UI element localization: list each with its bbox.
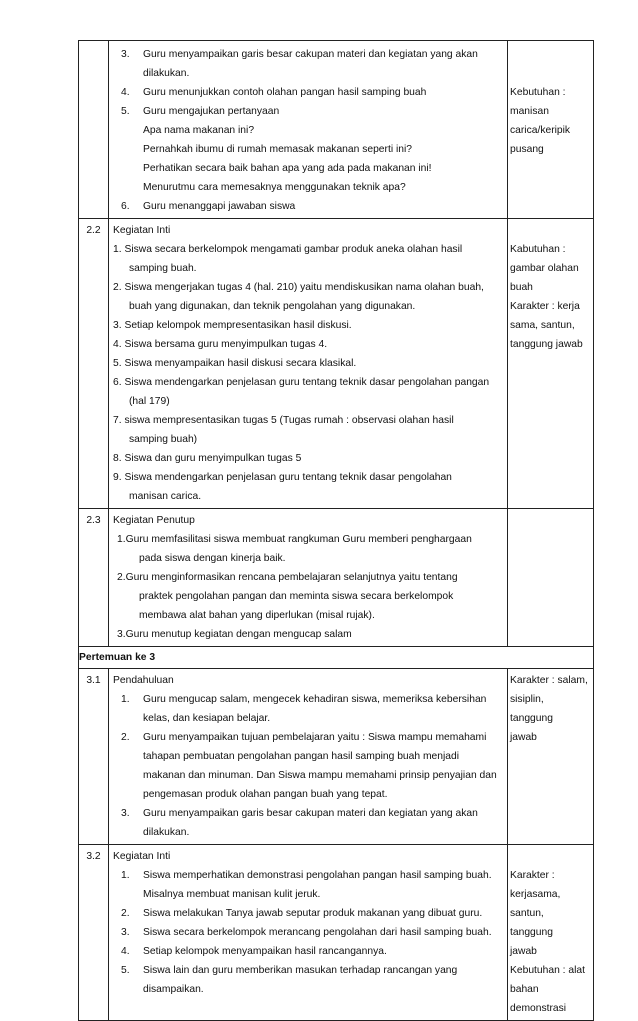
list-line: 9. Siswa mendengarkan penjelasan guru tentang teknik dasar pengolahan (113, 472, 452, 483)
item-number (121, 885, 143, 904)
table-row (79, 509, 594, 647)
item-text: Apa nama makanan ini? (143, 125, 255, 136)
list-item (113, 709, 503, 728)
list-item (113, 866, 503, 885)
section-title: Kegiatan Penutup (113, 515, 195, 526)
list-line: 7. siswa mempresentasikan tugas 5 (Tugas rumah : observasi olahan hasil (113, 415, 454, 426)
list-item (113, 178, 503, 197)
note-line (510, 64, 589, 83)
section-number: 2.3 (79, 509, 109, 647)
section-title: Kegiatan Inti (113, 851, 171, 862)
list-item (113, 159, 503, 178)
item-text: Siswa lain dan guru memberikan masukan terhadap rancangan yang (143, 965, 458, 976)
item-text: Siswa secara berkelompok merancang pengolahan dari hasil samping buah. (143, 927, 492, 938)
list-line: praktek pengolahan pangan dan meminta siswa secara berkelompok (139, 591, 454, 602)
item-text: Guru mengajukan pertanyaan (143, 106, 280, 117)
list-line: samping buah. (129, 263, 197, 274)
note-line: Karakter : kerja (510, 301, 580, 312)
notes-cell (508, 669, 594, 845)
list-item (113, 823, 503, 842)
list-item (113, 64, 503, 83)
item-text: Menurutmu cara memesaknya menggunakan teknik apa? (143, 182, 406, 193)
item-number (121, 785, 143, 804)
list-item (113, 961, 503, 980)
list-item (113, 121, 503, 140)
note-line: buah (510, 282, 533, 293)
note-line: manisan (510, 106, 549, 117)
list-item (113, 83, 503, 102)
note-line: tanggung jawab (510, 339, 583, 350)
note-line (510, 45, 589, 64)
item-number: 3. (121, 927, 130, 938)
item-number (121, 709, 143, 728)
item-number: 2. (121, 908, 130, 919)
note-line: santun, tanggung (510, 908, 553, 938)
table-row (79, 647, 594, 669)
list-line: 1.Guru memfasilitasi siswa membuat rangkuman Guru memberi penghargaan (117, 534, 472, 545)
list-item (113, 197, 503, 216)
item-text: Misalnya membuat manisan kulit jeruk. (143, 889, 321, 900)
list-line: membawa alat bahan yang diperlukan (misal rujak). (139, 610, 375, 621)
activity-list (113, 530, 503, 644)
list-line: (hal 179) (129, 396, 170, 407)
item-text: Guru menunjukkan contoh olahan pangan hasil samping buah (143, 87, 427, 98)
note-line: kerjasama, (510, 889, 561, 900)
item-number (121, 159, 143, 178)
item-number: 3. (121, 49, 130, 60)
item-number: 2. (121, 732, 130, 743)
note-line: Karakter : salam, (510, 675, 588, 686)
list-line: 3.Guru menutup kegiatan dengan mengucap salam (117, 629, 352, 640)
list-line: 1. Siswa secara berkelompok mengamati gambar produk aneka olahan hasil (113, 244, 463, 255)
list-line: 2. Siswa mengerjakan tugas 4 (hal. 210) yaitu mendiskusikan nama olahan buah, (113, 282, 484, 293)
item-number: 5. (121, 106, 130, 117)
item-number (121, 980, 143, 999)
list-line: 8. Siswa dan guru menyimpulkan tugas 5 (113, 453, 302, 464)
table-row (79, 41, 594, 219)
note-line: jawab (510, 946, 537, 957)
notes-cell (508, 41, 594, 219)
item-text: Pernahkah ibumu di rumah memasak makanan seperti ini? (143, 144, 413, 155)
item-text: kelas, dan kesiapan belajar. (143, 713, 271, 724)
table-row (79, 845, 594, 1021)
item-text: Guru menyampaikan garis besar cakupan materi dan kegiatan yang akan (143, 49, 478, 60)
note-line: Karakter : (510, 870, 555, 881)
note-line: bahan (510, 984, 539, 995)
item-number (121, 823, 143, 842)
table-row (79, 669, 594, 845)
item-number (121, 64, 143, 83)
item-number: 1. (121, 870, 130, 881)
meeting-heading: Pertemuan ke 3 (79, 647, 594, 669)
notes-cell (508, 219, 594, 509)
item-text: Guru menyampaikan garis besar cakupan materi dan kegiatan yang akan (143, 808, 478, 819)
item-number (121, 140, 143, 159)
item-number (121, 121, 143, 140)
list-item (113, 728, 503, 747)
item-number (121, 178, 143, 197)
item-text: pengemasan produk olahan pangan buah yang tepat. (143, 789, 388, 800)
list-line: manisan carica. (129, 491, 202, 502)
item-text: Guru menanggapi jawaban siswa (143, 201, 296, 212)
section-number: 3.1 (79, 669, 109, 845)
note-line: gambar olahan (510, 263, 579, 274)
notes-cell (508, 845, 594, 1021)
activity-cell (109, 845, 508, 1021)
activity-cell (109, 219, 508, 509)
list-line: 3. Setiap kelompok mempresentasikan hasil diskusi. (113, 320, 352, 331)
activity-list (113, 240, 503, 506)
list-item (113, 904, 503, 923)
note-line: Kebutuhan : (510, 87, 566, 98)
list-line: 4. Siswa bersama guru menyimpulkan tugas 4. (113, 339, 328, 350)
item-text: Siswa melakukan Tanya jawab seputar produk makanan yang dibuat guru. (143, 908, 483, 919)
item-text: Siswa memperhatikan demonstrasi pengolahan pangan hasil samping buah. (143, 870, 492, 881)
list-item (113, 980, 503, 999)
item-number: 6. (121, 201, 130, 212)
note-line: carica/keripik (510, 125, 571, 136)
item-number: 4. (121, 946, 130, 957)
activity-cell (109, 509, 508, 647)
list-item (113, 785, 503, 804)
list-line: samping buah) (129, 434, 198, 445)
list-line: pada siswa dengan kinerja baik. (139, 553, 286, 564)
list-item (113, 140, 503, 159)
list-item (113, 885, 503, 904)
list-item (113, 804, 503, 823)
list-item (113, 942, 503, 961)
item-text: Guru menyampaikan tujuan pembelajaran yaitu : Siswa mampu memahami (143, 732, 487, 743)
lesson-plan-page (78, 40, 594, 1021)
note-line (510, 221, 589, 240)
note-line: sama, santun, (510, 320, 575, 331)
item-number: 5. (121, 965, 130, 976)
item-text: dilakukan. (143, 68, 190, 79)
list-line: 6. Siswa mendengarkan penjelasan guru tentang teknik dasar pengolahan pangan (113, 377, 490, 388)
item-number: 1. (121, 694, 130, 705)
item-number: 4. (121, 87, 130, 98)
item-number (121, 766, 143, 785)
list-item (113, 690, 503, 709)
lesson-activity-table (78, 40, 594, 1021)
activity-list (113, 866, 503, 999)
section-title: Kegiatan Inti (113, 225, 171, 236)
list-line: 2.Guru menginformasikan rencana pembelajaran selanjutnya yaitu tentang (117, 572, 458, 583)
list-line: buah yang digunakan, dan teknik pengolahan yang digunakan. (129, 301, 416, 312)
note-line: Kabutuhan : (510, 244, 566, 255)
note-line: pusang (510, 144, 544, 155)
list-item (113, 747, 503, 766)
section-number: 2.2 (79, 219, 109, 509)
note-line: sisiplin, tanggung (510, 694, 553, 724)
item-text: Guru mengucap salam, mengecek kehadiran siswa, memeriksa kebersihan (143, 694, 487, 705)
activity-cell (109, 669, 508, 845)
item-number (121, 747, 143, 766)
activity-list (113, 690, 503, 842)
note-line: demonstrasi (510, 1003, 567, 1014)
section-number: 3.2 (79, 845, 109, 1021)
note-line (510, 847, 589, 866)
item-text: tahapan pembuatan pengolahan pangan hasil samping buah menjadi (143, 751, 460, 762)
activity-cell (109, 41, 508, 219)
note-line: Kebutuhan : alat (510, 965, 585, 976)
item-number: 3. (121, 808, 130, 819)
item-text: dilakukan. (143, 827, 190, 838)
activity-list (113, 45, 503, 216)
list-item (113, 766, 503, 785)
item-text: Setiap kelompok menyampaikan hasil rancangannya. (143, 946, 387, 957)
item-text: makanan dan minuman. Dan Siswa mampu memahami prinsip penyajian dan (143, 770, 497, 781)
list-line: 5. Siswa menyampaikan hasil diskusi secara klasikal. (113, 358, 357, 369)
note-line: jawab (510, 732, 537, 743)
list-item (113, 102, 503, 121)
table-row (79, 219, 594, 509)
item-text: disampaikan. (143, 984, 204, 995)
section-title: Pendahuluan (113, 675, 174, 686)
list-item (113, 923, 503, 942)
notes-cell (508, 509, 594, 647)
list-item (113, 45, 503, 64)
item-text: Perhatikan secara baik bahan apa yang ada pada makanan ini! (143, 163, 432, 174)
